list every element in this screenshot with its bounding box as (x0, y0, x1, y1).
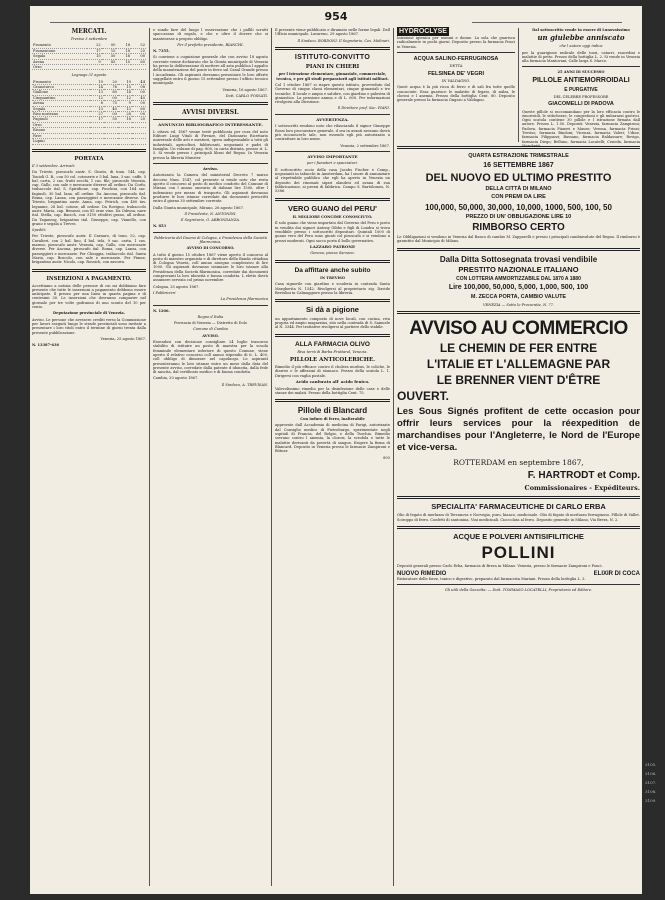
fabbriceria-title: Fabbriceria del Duomo di Cologna, e Presidenza della Società filarmonica. (154, 235, 267, 244)
notice-number: N. 13387-636 (32, 343, 60, 348)
margin-number: 3106. (645, 771, 657, 776)
market-price: 14 (118, 90, 132, 95)
avviso-body: Les Sous Signés profitent de cette occasion pour offrir leurs services pour la réexpedition de marchandises pour l'Angleterre, le Nord de l'Europe et vice-versa. (397, 405, 640, 453)
pillole-antiemorroidali-text: Queste pillole si raccomandano per la loro efficacia contro le emorroidi, le stitichezze, le congestioni e gli imbarazzi gastrici. Ogni scatola contiene 30 pillole e l istruzione firmata dall autore. Prezzo L. 1.50. Depositi: Venezia, farmacia Zampironi; Padova, farmacia Pianeri e Mauro; Verona, farmacia Frinzi; Treviso, farmacia Bindoni; Vicenza, farmacia Valeri; Udine, farmacia Filippuzzi; Bassano, farmacia Baldassare; Rovigo, farmacia Diego; Belluno, farmacia Locatelli; Ceneda, farmacia Marchetti. (522, 109, 640, 148)
market-commodity: Avena (32, 59, 87, 64)
lazzaro-name: LAZZARO PATRONE (309, 243, 356, 249)
market-price: 00 (131, 54, 146, 59)
column-rule (393, 28, 394, 886)
margin-number: 3105. (645, 762, 657, 767)
avviso-importante-title: AVVISO IMPORTANTE (307, 153, 358, 159)
market-price: 10 (116, 59, 131, 64)
inserzioni-title: INSERZIONI A PAGAMENTO. (46, 275, 132, 282)
pollini-text: Depositi generali presso Carlo Erba, farmacia di Brera in Milano. Venezia, presso le farmacie Zampironi e Ponci. (397, 564, 603, 569)
market-price (131, 64, 146, 69)
avviso-line-1: LE CHEMIN DE FER ENTRE (439, 340, 598, 355)
market-commodity: Giallone (32, 90, 90, 95)
col3-top-text: Il presente viene pubblicato e diramato nelle forme legali. Dall Ufficio municipale, Lavareno, 29 agosto 1867. (275, 28, 390, 37)
facing-page-margin (645, 760, 665, 805)
blancard-title: Pillole di Blancard (297, 406, 368, 416)
col3-top-signature: Il Sindaco, BORDONI. Il Segretario, Ces. Molinari. (297, 38, 390, 43)
divider (397, 584, 640, 585)
acqua-subtitle: DETTA (449, 64, 463, 69)
fabbriceria-signature-2: La Presidenza filarmonica (220, 297, 268, 302)
guano-text: Il solo guano che viene importato dal Governo del Peru e posto in vendita dai signori Antony Gibbs e figli di Londra si trova vendibile presso i sottoscritti depositari. Quintali 1000 di guano vero del Peru sono giunti col piroscafo e si vendono a prezzi moderati. Ogni sacco porta il bollo governativo. (275, 221, 390, 243)
col2-number-2: N. 853 (153, 224, 167, 229)
hartrodt-name: F. HARTRODT et Comp. (527, 469, 640, 481)
farmacia-title: ALLA FARMACIA OLIVO (295, 340, 370, 348)
avviso-title: Avviso. (202, 165, 219, 171)
acido-text: Valevolissimo rimedio per la disinfezione delle case e delle stanze dei malati. Prezzo della bottiglia Cent. 75. (275, 386, 390, 395)
istituto-text: Col 1 ottobre 1867 si riapre questo istituto, provveduto dal Governo di cinque classi elementari, cinque ginnasiali e tre tecniche. Il locale e ampio e salubre, con giardino e palestra di ginnastica. La pensione annua e di L. 600. Per informazioni rivolgersi alla Direzione. (275, 82, 390, 105)
divider (153, 163, 268, 164)
premi-values: 100,000, 50,000, 30,000, 10,000, 1000, 500, 100, 50 (425, 202, 612, 212)
partiti-text: Per Trieste, piroscafo austr. Il Carnaro, di tonn. 52, cap. Cavalieri, con 2 bal. lino, 4 bal. tela, 9 sac. carta, 1 cas. marmo; piroscafo austr. Venezia, cap. Gallo, con mercanzie diverse. Per Ancona, piroscafo ital. Roma, cap. Lanza, con passeggieri e mercanzie. Per Chioggia, trabaccolo ital. Santa Maria, cap. Boscolo, con sale e mercanzie. Per Fiume, brigantino austr. Nicolo, cap. Rossich, con zavorra. (32, 234, 146, 265)
lazzaro-address: Genova, piazza Sarzano. (310, 251, 355, 256)
divider (397, 52, 515, 53)
col2-text-3: Si conviene a cognizione generale che con avviso 18 agosto corrente venne dichiarato che la Giunta municipale di Venezia ha preso la deliberazione di mettere all asta pubblica l appalto della manutenzione del ponte in ferro sul Canal Grande presso l Accademia. Gli aspiranti dovranno presentare le loro offerte suggellate entro il giorno 15 settembre presso l ufficio tecnico municipale. (153, 55, 268, 86)
pigione-text: un appartamento composto di nove locali, con cucina, riva propria ed ampio magazzino, sito nella contrada di S. Samuele al N. 3344. Per trattative rivolgersi al portiere dello stabile. (275, 316, 390, 330)
avviso-signature-2: Il Presidente, N. ANTONINI. (184, 211, 237, 216)
divider (32, 269, 146, 272)
avviso-importante-subtitle: per i fumatori e spacciatori. (307, 161, 358, 166)
prestito-nazionale-subtitle: CON LOTTERIA AMMORTIZZABILE DAL 1870 A 1880 (456, 276, 581, 283)
market-price: 00 (132, 101, 146, 106)
premi-label: CON PREMI DA LIRE (491, 194, 546, 200)
margin-number: 3107. (645, 780, 657, 785)
divider (397, 311, 640, 314)
prezzo-obbligazione: PREZZO DI UN' OBBLIGAZIONE LIRE 10 (465, 213, 572, 220)
affittare-subtitle: IN TREVISO (320, 276, 345, 281)
market-commodity: Orzo (32, 64, 87, 69)
divider (32, 149, 146, 152)
portata-text: Da Trieste, piroscafo austr. S. Giusto, di tonn. 144, cap. Tonioli G. B., con 50 col. cotonerie e 5 bal. lana, 3 sac. caffe, 5 bal. carta, 2 cas. frutti secchi, 1 cas. filo; piroscafo Venezia, cap. Gallo, con sale e mercanzie diverse all ordine; Da Corfu, trabaccolo ital. S. Spiridione, cap. Foschini, con 164 sac. fagiuoli, 30 bal. lana, all ordine. Da Ancona, piroscafo ital. Roma, cap. Lanza, con passeggieri e mercanzie diverse. Da Trieste, brigantino austr. Anna, cap. Petrich, con 400 tav. legname, 28 bal. cotone, all ordine. Da Rovigno, trabaccolo austr. Maria, cap. Benussi, con 85 orne vino. Da Odessa, nave ital. Stella, cap. Bacich, con 3150 ettolitri grano, all ordine. Da Taganrog, brigantino ital. Giuseppe, cap. Vianello, con grano e segala a Treves. (32, 170, 146, 226)
market-price: 50 (104, 117, 118, 122)
col5-top-text: per la guarigione radicale delle tossi, catarri, raucedini e malattie di petto. Prezzo della bottiglia L. 2. Si vende in Venezia alla farmacia Mantovani, Calle larga S. Marco. (522, 50, 640, 64)
avviso-line-2: L'ITALIE ET L'ALLEMAGNE PAR (426, 356, 611, 371)
rimedio-subtitle: ELIXIR DI COCA (593, 570, 640, 577)
avviso-signature-3: Il Segretario, G. ABBONDANZA. (180, 218, 241, 223)
mercati-title: MERCATI. (71, 28, 107, 35)
page-number: 954 (324, 10, 348, 23)
market-price: 16 (116, 54, 131, 59)
market-row (32, 64, 146, 69)
acque-title: ACQUE E POLVERI ANTISIFILITICHE (453, 531, 584, 541)
avviso2-signature: Il Sindaco, A. TREVISAN. (221, 382, 268, 387)
market-price: 28 (118, 112, 132, 117)
erba-text: Olio di fegato di merluzzo di Terranova e Norvegia, puro, bianco, medicinale. Olio di fegato di merluzzo ferruginoso. Pillole di Vallet. Sciroppo di ferro. Confetti di santonina. Vini medicinali. Cioccolata al ferro. Deposito generale in Milano, Via Brera, N. 2. (397, 513, 640, 522)
market-price (116, 64, 131, 69)
avviso2-text: Essendosi con decisione consigliare 24 luglio trascorso stabilito di istituire un posto di maestra per la scuola femminile elementare inferiore di questo Comune, viene aperto il relativo concorso coll annuo stipendio di it. L. 400, coll obbligo di dimorare nel capoluogo. Le aspiranti presenteranno le loro istanze entro un mese dalla data del presente avviso, corredate dalla patente d idoneita, dalla fede di nascita, dal certificato medico e di buona condotta. (153, 340, 268, 375)
affittare-text: Casa signorile con giardino e scuderia in contrada Santa Margherita N. 1542. Rivolgersi al proprietario sig. Davide Bertolini in Calmaggiore presso la libreria. (275, 282, 390, 296)
avviso-line-3: LE BRENNER VIENT D'ÊTRE (436, 372, 601, 387)
wide-advert-area (397, 142, 640, 892)
col2-signature-2: Dott. CARLO FOSSATI. (225, 93, 268, 98)
market-price: 40 (104, 106, 118, 111)
legnago-market-table (32, 80, 146, 145)
divider (153, 305, 268, 306)
istituto-signature: Il Direttore prof. Sac. PIANI. (337, 106, 390, 111)
preparate-label: DEL CELEBRE PROFESSORE (553, 94, 609, 99)
market-commodity: Fave (32, 133, 90, 138)
col2-date-1: Venezia, 16 agosto 1867. (222, 87, 268, 92)
market-price: 13 (90, 106, 104, 111)
deputazione-date: Venezia, 25 agosto 1867. (100, 336, 146, 341)
market-commodity: Fagiuoli (32, 117, 90, 122)
acqua-title: ACQUA SALINO-FERRUGINOSA (413, 55, 499, 62)
rimborso-certo: RIMBORSO CERTO (472, 222, 565, 233)
market-price: 50 (102, 54, 117, 59)
market-price: 75 (104, 101, 118, 106)
market-commodity: Riso nostrano (32, 112, 90, 117)
citta-subtitle: DELLA CITTÀ DI MILANO (485, 185, 552, 192)
deputazione-text: Avviso. Le persone che avessero crediti verso la Commissione per lavori eseguiti lungo le strade provinciali sono invitate a presentare i loro titoli entro il termine di giorni trenta dalla presente pubblicazione. (32, 317, 146, 335)
avviso2-date: Cambia, 20 agosto 1867. (153, 376, 199, 381)
market-price: 8 (90, 101, 104, 106)
market-price: 20 (132, 117, 146, 122)
divider (522, 66, 640, 67)
divider (275, 114, 390, 115)
column-rule (271, 28, 272, 886)
divider (275, 198, 390, 201)
market-commodity: Cinquantino (32, 95, 90, 100)
hydroclyse-text: Iniezione igienica per uomini e donne. La sola che guarisca radicalmente in pochi giorni. Deposito presso la farmacia Ponci in Venezia. (397, 36, 515, 49)
market-price: 15 (87, 54, 102, 59)
market-row (32, 139, 146, 144)
prestito-nazionale-premi: Lire 100,000, 50,000, 5,000, 1,000, 500, 100 (448, 284, 589, 292)
market-price: 00 (132, 112, 146, 117)
market-price: 00 (102, 43, 117, 48)
partiti-subtitle: Spediti: (32, 228, 47, 233)
market-price: 17 (90, 117, 104, 122)
felsinea-title: FELSINEA DE' VEGRI (427, 70, 485, 77)
market-price: 44 (132, 80, 146, 85)
pigione-title: Si dà a pigione (306, 305, 359, 315)
market-price (102, 64, 117, 69)
pane-title: un giulebbe anniscato (537, 33, 625, 43)
market-price: 15 (118, 85, 132, 90)
divider (275, 334, 390, 337)
zecca-address: VENEZIA — Sotto le Procuratie, N. 77. (482, 302, 555, 307)
market-commodity: Frumentone (32, 48, 87, 53)
treviso-heading: Treviso 3 settembre (70, 37, 108, 41)
market-commodity: Segala (32, 106, 90, 111)
fabbriceria-text: A tutto il giorno 15 ottobre 1867 viene aperto il concorso al posto di maestro organista e di direttore della Banda cittadina di Cologna Veneta, coll annuo assegno complessivo di lire 1000. Gli aspiranti dovranno insinuare le loro istanze alla Presidenza della Società filarmonica, corredate dai documenti comprovanti la loro idoneità e buona condotta. L eletto dovrà assumere servizio col primo novembre. (153, 252, 268, 283)
market-price: 80 (104, 90, 118, 95)
legnago-heading: Legnago 31 agosto (71, 73, 107, 78)
vendita-text: Le Obbligazioni si vendono in Venezia dal Banco di cambio M. Zapparelli e presso i principali cambiavalute del Regno. Il rimborso è garantito dal Municipio di Milano. (397, 235, 640, 244)
pillole-antiemorroidali-subtitle: E PURGATIVE (564, 86, 598, 93)
margin-number: 3108. (645, 789, 657, 794)
market-price: 00 (104, 95, 118, 100)
column-1 (32, 28, 146, 888)
rimedio-text: Ristoratore delle forze, tonico e digestivo, preparato dal farmacista Mariani. Prezzo della bottiglia L. 3. (397, 576, 586, 581)
market-price: 18 (118, 117, 132, 122)
market-price: 60 (132, 106, 146, 111)
column-rule (149, 28, 150, 886)
avviso-commercio-title: AVVISO AU COMMERCIO (409, 317, 628, 339)
column-2 (153, 28, 268, 888)
prestito-nazionale-title: PRESTITO NAZIONALE ITALIANO (458, 264, 579, 274)
guano-title: VERO GUANO del PERU' (288, 203, 377, 213)
quarta-date: 16 SETTEMBRE 1867 (483, 161, 554, 169)
market-price: 22 (87, 43, 102, 48)
imprint-line: Gli utili della Gazzetta. — Dott. TOMMASO LOCATELLI, Proprietario ed Editore. (444, 588, 593, 593)
avvertenza-text: I sottoscritti rendono noto che rilasciando il signor Giuseppe Rossi loro procuratore generale, d ora in avanti nessuno dovrà più riconoscerlo tale, non essendo egli più autorizzato a contrattare in loro nome. (275, 124, 390, 142)
deputazione-title: Deputazione provinciale di Venezia. (53, 311, 125, 316)
market-price: 19 (90, 80, 104, 85)
divider (153, 232, 268, 233)
col2-number-1: N. 7355. (153, 49, 170, 54)
hydroclyse-title: HYDROCLYSE (399, 28, 447, 35)
annuncio-text: L ottava ed. 1867 venne testé pubblicata per cura del noto Editore Luigi Vitali di Firenze, del Dizionario Ricettario universale delle arti e mestieri, opera indispensabile a tutti gli industriali, agricoltori, fabbricanti, negozianti e padri di famiglia. Un volume di pag. 800, in carta distinta, prezzo it. L. 5. Si vende presso i principali librai del Regno. In Venezia presso la libreria Munster. (153, 129, 268, 160)
avvertenza-date: Venezia, 2 settembre 1867. (340, 143, 390, 148)
col2-text-1: e sondo fare del luogo l osservazione che i pallili scrutti spaccavano di regalo, e che e oltre il dovere che si mantenesse a proprio obbligo. (153, 28, 268, 41)
farmacia-subtitle: Riva terrà di Barba Fruttarol, Venezia. (297, 350, 368, 355)
market-commodity: Segala (32, 54, 87, 59)
market-price: 08 (132, 85, 146, 90)
portata-subtitle: Il 3 settembre. Arrivati: (32, 164, 76, 168)
valdagno-subtitle: IN VALDAGNO. (441, 79, 471, 84)
blancard-text: approvate dall Accademia di medicina di Parigi, autorizzate dal Consiglio medico di Pietroburgo, sperimentate negli ospitali di Francia, del Belgio, e della Turchia. Rimedio sovrano contro l anemia, la clorosi, la scrofola e tutte le malattie derivanti da povertà di sangue. Esigere la firma di Blancard. Deposito in Venezia presso le farmacie Zampironi e Bötner. (275, 423, 390, 454)
anni-successo: 25 ANNI DI SUCCESSO (557, 70, 605, 75)
market-commodity: Lupini (32, 139, 90, 144)
pillole-text: Rimedio il più efficace contro il cholera morbus, le coliche, le diarree e le affezioni di stomaco. Prezzo della scatola L. 1. Dirigersi con vaglia postale. (275, 365, 390, 378)
divider (275, 399, 390, 402)
market-price: 15 (102, 48, 117, 53)
market-price: 18 (116, 43, 131, 48)
col2-signature-1: Per il prefetto presidente, BIANCHI. (177, 42, 244, 47)
affittare-title: Da affittare anche subito (294, 266, 371, 274)
inserzioni-text: Accettiamo a notizia delle persone di cui mi dobbiamo fare presente che tutte le inserzioni a pagamento debbono essere anticipate. Il prezzo per una linea in quarta pagina e di centesimi 30. Le inserzioni che dovranno comparire nel giornale per tre volte godranno di uno sconto del 10 per cento. (32, 283, 146, 310)
market-price: 12 (90, 95, 104, 100)
market-price: 17 (87, 48, 102, 53)
divider (397, 496, 640, 499)
col2-number-3: N. 1206. (153, 308, 170, 313)
divider (275, 260, 390, 263)
market-commodity: Avena (32, 101, 90, 106)
margin-number: 3109. (645, 798, 657, 803)
market-commodity: Orzo (32, 122, 90, 127)
market-price (118, 139, 132, 144)
istituto-subtitle-2: per l istruzione elementare, ginnasiale, commerciale, tecnica, e per gli studi preparatorii agli istituti militari. (276, 72, 389, 81)
col5-top-title: Dal sottoscritto vende in essere di Lunovaissimo (532, 28, 630, 32)
hartrodt-title: Commissionaires - Expéditeurs. (524, 483, 640, 492)
column-5 (522, 28, 640, 148)
market-commodity: Frumento (32, 80, 90, 85)
market-price: 9 (118, 101, 132, 106)
provincia-heading: Provincia di Venezia — Distretto di Dolo (173, 321, 248, 326)
market-price (104, 139, 118, 144)
comune-heading: Comune di Cambia (193, 327, 228, 332)
professore-name: GIACOMELLI DI PADOVA (548, 101, 614, 108)
market-price (90, 139, 104, 144)
market-price: 85 (102, 59, 117, 64)
avviso-text: Autorizzato la Camera del ministerial Decreto 7 marzo decorso Num. 1547, col presente si rende noto che resta aperto il concorso al posto di medico condotto del Comune di Mirano con l annuo onorario di italiane lire 1500, oltre l indennizzo per mezzo di trasporto. Gli aspiranti dovranno produrre le loro istanze corredate dai documenti prescritti entro il giorno 30 settembre corrente. (153, 173, 268, 204)
divider (275, 47, 390, 50)
pillole-title: PILLOLE ANTICOLERICHE. (289, 356, 376, 363)
istituto-subtitle: PIANI IN CHIERI (305, 63, 360, 70)
portata-title: PORTATA (74, 155, 104, 162)
pane-subtitle: che l autore oggi indica (559, 44, 603, 49)
blancard-subtitle: Con ioduro di ferro, inalterabile (300, 417, 365, 422)
fabbriceria-signature-1: I Fabbricieri (153, 290, 176, 295)
divider (397, 526, 640, 529)
prestito-title: DEL NUOVO ED ULTIMO PRESTITO (425, 171, 612, 184)
avvisi-diversi-title: AVVISI DIVERSI. (181, 109, 240, 117)
avviso-importante-text: Il sottoscritto socio della casa Jacobs Fischer e Comp., negozianti in tabacchi in Amsterdam, ha l onore di annunziare al rispettabile pubblico che egli ha aperto in Venezia un deposito dei rinomati sigari olandesi ed avana di sua fabbricazione, ai prezzi di fabbrica. Campo S. Bartolomeo, N. 5386. (275, 167, 390, 194)
divider (397, 248, 640, 251)
market-price: 13 (90, 90, 104, 95)
market-price: 14 (90, 85, 104, 90)
market-price: 27 (90, 112, 104, 117)
market-price: 20 (104, 80, 118, 85)
market-price (132, 139, 146, 144)
rimedio-title: NUOVO RIMEDIO (397, 570, 447, 577)
market-price: 00 (104, 112, 118, 117)
guano-subtitle: IL MIGLIORE CONCIME CONOSCIUTO. (292, 215, 373, 220)
istituto-title: ISTITUTO-CONVITTO (294, 53, 371, 61)
divider (275, 299, 390, 302)
regno-heading: Regno d Italia (197, 314, 224, 319)
divider (153, 102, 268, 105)
annuncio-title: ANNUNCIO BIBLIOGRAFICO INTERESSANTE. (158, 122, 263, 128)
market-price: 13 (118, 106, 132, 111)
market-price: 40 (132, 95, 146, 100)
newspaper-page (30, 6, 642, 894)
market-commodity: Risone (32, 128, 90, 133)
pollini-title: POLLINI (481, 543, 556, 563)
fabbriceria-date: Cologna, 25 agosto 1867. (153, 284, 200, 289)
column-3 (275, 28, 390, 888)
market-price: 12 (118, 95, 132, 100)
market-price: 18 (116, 48, 131, 53)
dalla-ditta: Dalla Ditta Sottosegnata trovasi vendibile (439, 254, 598, 264)
market-price: 9 (87, 59, 102, 64)
avviso-line-4: OUVERT. (397, 388, 450, 403)
divider (153, 119, 268, 120)
market-price: 00 (132, 90, 146, 95)
treviso-market-table (32, 43, 146, 70)
market-commodity: Frumento (32, 43, 87, 48)
market-price: 76 (104, 85, 118, 90)
avviso-signature-1: Dalla Giunta municipale, Mirano, 26 agosto 1867. (153, 205, 244, 210)
market-price: 25 (131, 48, 146, 53)
market-price (87, 64, 102, 69)
acido-title: Acido canforato all' acido fenico. (295, 378, 370, 384)
market-price: 52 (131, 43, 146, 48)
quarta-title: QUARTA ESTRAZIONE TRIMESTRALE (468, 153, 569, 159)
market-price: 60 (131, 59, 146, 64)
avviso2-title: AVVISO. (202, 333, 219, 338)
avviso-concorso-title: AVVISO DI CONCORSO. (186, 246, 235, 251)
divider (275, 151, 390, 152)
market-price: 19 (118, 80, 132, 85)
acqua-text: Quest acqua è la più ricca di ferro e di sali fra tutte quelle conosciute. Essa guarisce le malattie di fegato, di milza, le clorosi e l anemia. Prezzo della bottiglia Cent. 80. Deposito generale presso la farmacia Ongaro a Valdagno. (397, 85, 515, 103)
col3-number: 893 (383, 455, 390, 460)
zecca-name: M. ZECCA PORTA, CAMBIO VALUTE (470, 294, 567, 301)
erba-title: SPECIALITA' FARMACEUTICHE DI CARLO ERBA (431, 501, 606, 511)
avvertenza-title: AVVERTENZA. (316, 116, 349, 122)
rotterdam-date: ROTTERDAM en septembre 1867, (453, 457, 584, 467)
pillole-antiemorroidali-title: PILLOLE ANTIEMORROIDALI (532, 76, 630, 84)
market-commodity: Granoturco (32, 85, 90, 90)
